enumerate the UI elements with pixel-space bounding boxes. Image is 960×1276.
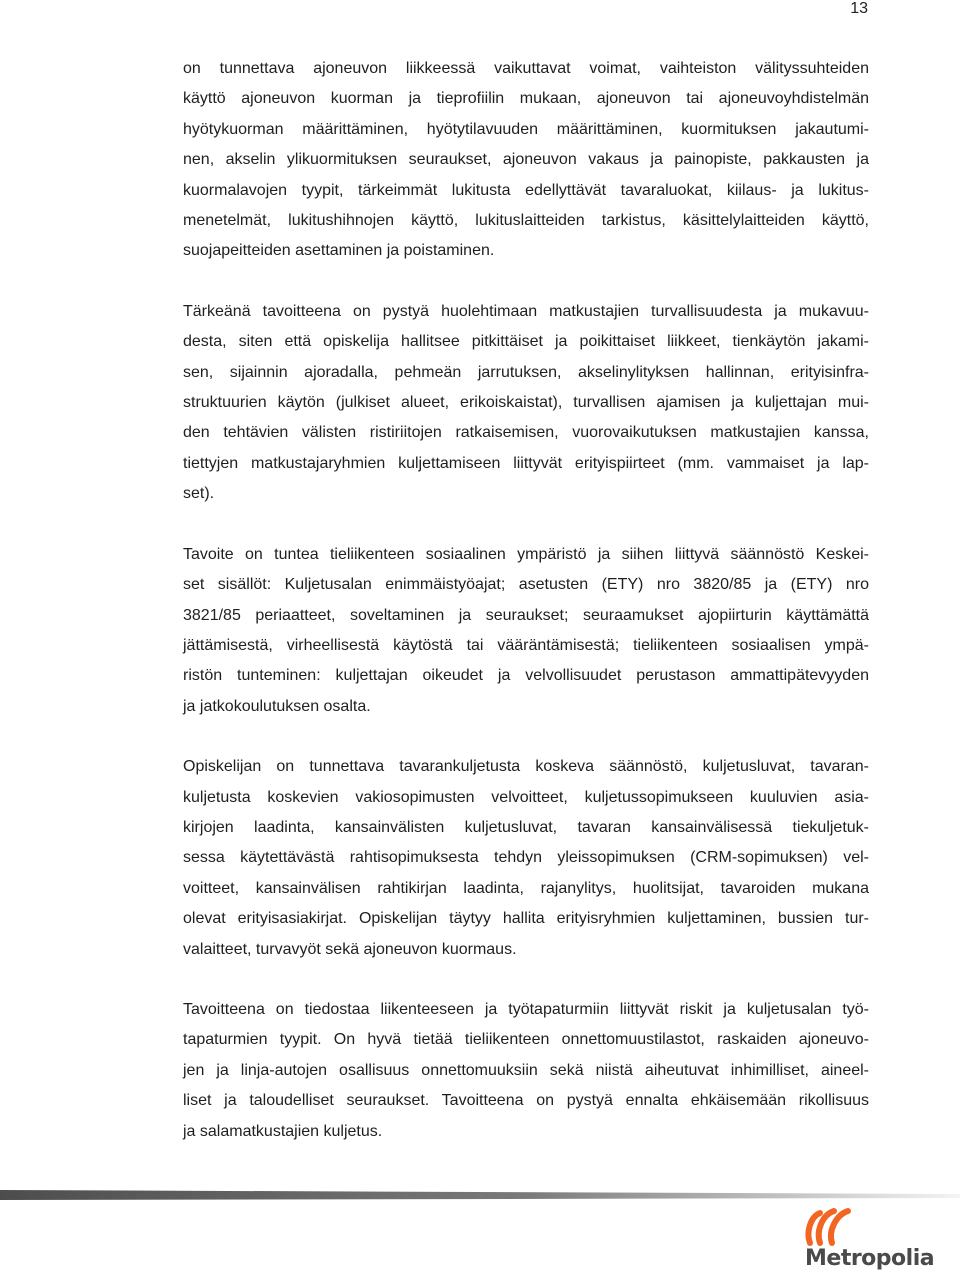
paragraph-line: ja salamatkustajien kuljetus.	[183, 1122, 383, 1140]
paragraph-line: on tunnettava ajoneuvon liikkeessä vaikuttavat voimat, vaihteiston välityssuhteiden	[183, 60, 869, 77]
footer-gradient-bar	[0, 1190, 960, 1200]
paragraph-line: sessa käytettävästä rahtisopimuksesta tehdyn yleissopimuksen (CRM-sopimuksen) vel-	[183, 849, 869, 867]
paragraph-1	[183, 54, 869, 267]
paragraph-line: set sisällöt: Kuljetusalan enimmäistyöajat; asetusten (ETY) nro 3820/85 ja (ETY) nro	[183, 576, 869, 594]
paragraph-line: Opiskelijan on tunnettava tavarankuljetusta koskeva säännöstö, kuljetusluvat, tavaran-	[183, 758, 869, 776]
paragraph-line: suojapeitteiden asettaminen ja poistaminen.	[183, 242, 495, 260]
paragraph-line: den tehtävien välisten ristiriitojen ratkaisemisen, vuorovaikutuksen matkustajien kanssa,	[183, 424, 869, 442]
paragraph-line: hyötykuorman määrittäminen, hyötytilavuuden määrittäminen, kuormituksen jakautumi-	[183, 120, 869, 138]
paragraph-line: set).	[183, 485, 215, 503]
paragraph-line: liset ja taloudelliset seuraukset. Tavoitteena on pystyä ennalta ehkäisemään rikollisuus	[183, 1092, 869, 1110]
paragraph-line: käyttö ajoneuvon kuorman ja tieprofiilin mukaan, ajoneuvon tai ajoneuvoyhdistelmän	[183, 90, 869, 108]
paragraph-line: 3821/85 periaatteet, soveltaminen ja seuraukset; seuraamukset ajopiirturin käyttämättä	[183, 606, 869, 624]
paragraph-line: struktuurien käytön (julkiset alueet, erikoiskaistat), turvallisen ajamisen ja kuljettajan mui-	[183, 394, 869, 412]
paragraph-line: Tavoitteena on tiedostaa liikenteeseen ja työtapaturmiin liittyvät riskit ja kuljetusalan työ-	[183, 1000, 869, 1018]
paragraph-line: tapaturmien tyypit. On hyvä tietää tieliikenteen onnettomuustilastot, raskaiden ajoneuvo-	[183, 1031, 869, 1049]
paragraph-line: nen, akselin ylikuormituksen seuraukset, ajoneuvon vakaus ja painopiste, pakkausten ja	[183, 151, 869, 169]
paragraph-line: voitteet, kansainvälisen rahtikirjan laadinta, rajanylitys, huolitsijat, tavaroiden mukana	[183, 879, 869, 897]
paragraph-line: kuljetusta koskevien vakiosopimusten velvoitteet, kuljetussopimukseen kuuluvien asia-	[183, 788, 869, 806]
paragraph-line: Tärkeänä tavoitteena on pystyä huolehtimaan matkustajien turvallisuudesta ja mukavuu-	[183, 302, 869, 320]
paragraph-line: kirjojen laadinta, kansainvälisten kuljetusluvat, tavaran kansainvälisessä tiekuljetuk-	[183, 818, 869, 836]
paragraph-line: jen ja linja-autojen osallisuus onnettomuuksiin sekä niistä aiheutuvat inhimilliset, aineel-	[183, 1061, 869, 1079]
paragraph-line: jättämisestä, virheellisestä käytöstä tai vääräntämisestä; tieliikenteen sosiaalisen ympä-	[183, 636, 869, 654]
paragraph-3	[183, 540, 869, 722]
paragraph-line: kuormalavojen tyypit, tärkeimmät lukitusta edellyttävät tavaraluokat, kiilaus- ja lukitus-	[183, 181, 869, 199]
paragraph-line: ristön tunteminen: kuljettajan oikeudet ja velvollisuudet perustason ammattipätevyyden	[183, 667, 869, 685]
page-number: 13	[850, 0, 868, 17]
paragraph-line: desta, siten että opiskelija hallitsee pitkittäiset ja poikittaiset liikkeet, tienkäytön jakami-	[183, 333, 869, 351]
paragraph-line: tiettyjen matkustajaryhmien kuljettamiseen liittyvät erityispiirteet (mm. vammaiset ja lap-	[183, 454, 869, 472]
document-body	[183, 54, 869, 1177]
paragraph-line: olevat erityisasiakirjat. Opiskelijan täytyy hallita erityisryhmien kuljettaminen, bussien tur-	[183, 910, 869, 928]
paragraph-line: menetelmät, lukitushihnojen käyttö, lukituslaitteiden tarkistus, käsittelylaitteiden käyttö,	[183, 212, 869, 230]
paragraph-2	[183, 297, 869, 510]
paragraph-line: sen, sijainnin ajoradalla, pehmeän jarrutuksen, akselinylityksen hallinnan, erityisinfra-	[183, 363, 869, 381]
paragraph-4	[183, 752, 869, 965]
paragraph-line: valaitteet, turvavyöt sekä ajoneuvon kuormaus.	[183, 940, 517, 958]
logo-wordmark: Metropolia	[805, 1246, 935, 1271]
paragraph-line: ja jatkokoulutuksen osalta.	[183, 697, 371, 715]
paragraph-line: Tavoite on tuntea tieliikenteen sosiaalinen ympäristö ja siihen liittyvä säännöstö Keskei-	[183, 545, 869, 563]
paragraph-5	[183, 995, 869, 1147]
